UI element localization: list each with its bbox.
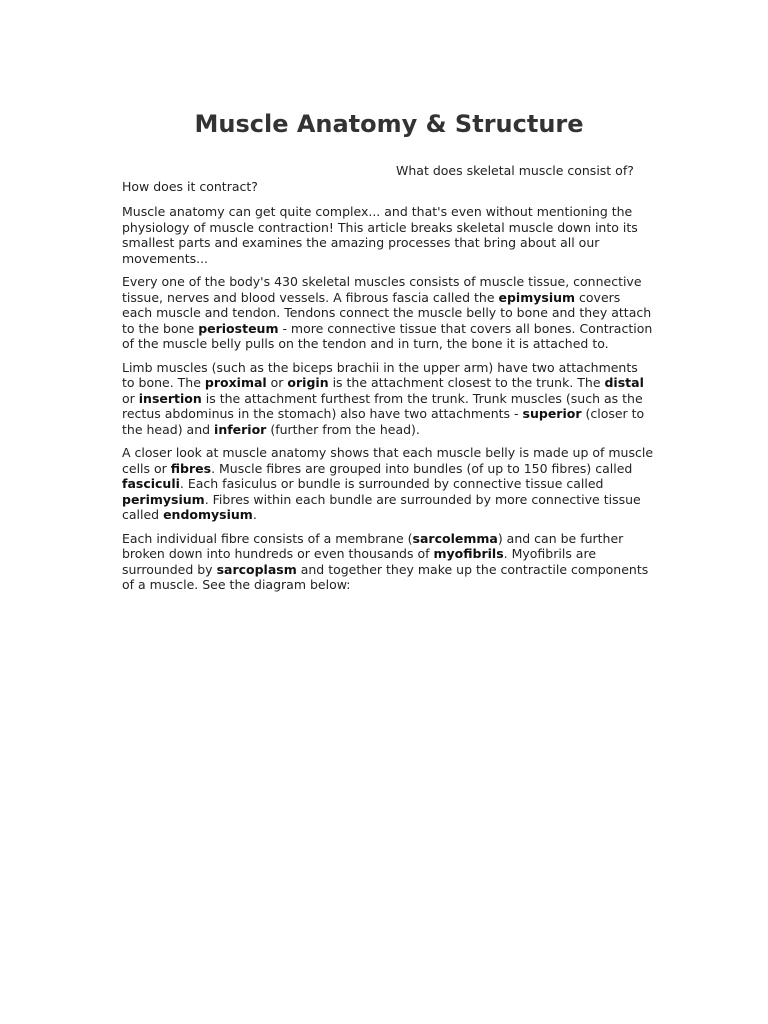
key-term: distal xyxy=(604,375,644,390)
subtitle-question: What does skeletal muscle consist of? xyxy=(396,163,634,178)
text-run: Each individual fibre consists of a membrane ( xyxy=(122,530,413,546)
paragraph-myofibrils xyxy=(122,531,654,593)
text-run: Limb muscles (such as the biceps brachii in the upper arm) have two attachments to bone. The xyxy=(122,359,638,390)
text-run: - more connective tissue that covers all bones. Contraction of the muscle belly pulls on the tendon and in turn, the bone it is attached to. xyxy=(122,320,653,351)
text-run: . Myofibrils are surrounded by xyxy=(122,546,597,577)
key-term: fasciculi xyxy=(122,476,180,491)
text-run: and together they make up the contractile components of a muscle. See the diagram below: xyxy=(122,561,649,592)
key-term: sarcolemma xyxy=(412,530,498,546)
text-run: . Muscle fibres are grouped into bundles (of up to 150 fibres) called xyxy=(211,460,633,476)
text-run: or xyxy=(122,390,139,406)
key-term: fibres xyxy=(170,460,212,476)
text-run: is the attachment closest to the trunk. The xyxy=(328,375,605,390)
paragraph-intro xyxy=(122,204,654,266)
article-body xyxy=(122,204,654,601)
key-term: periosteum xyxy=(198,320,279,336)
key-term: proximal xyxy=(204,375,267,390)
key-term: superior xyxy=(522,406,582,421)
text-run: Every one of the body's 430 skeletal muscles consists of muscle tissue, connective tissue, nerves and blood vessels. A fibrous fascia called the xyxy=(122,274,642,305)
key-term: inferior xyxy=(214,421,267,437)
paragraph-composition xyxy=(122,274,654,352)
key-term: perimysium xyxy=(122,491,205,507)
text-run: covers each muscle and tendon. Tendons connect the muscle belly to bone and they attach to the bone xyxy=(122,289,652,336)
page-title: Muscle Anatomy & Structure xyxy=(194,110,584,138)
key-term: epimysium xyxy=(498,289,576,305)
key-term: insertion xyxy=(138,390,202,406)
text-run: . Fibres within each bundle are surrounded by more connective tissue called xyxy=(122,491,641,522)
text-run: (closer to the head) and xyxy=(122,406,645,437)
text-run: or xyxy=(266,375,288,390)
paragraph-fibres xyxy=(122,445,654,523)
key-term: origin xyxy=(287,375,329,390)
subtitle-question: How does it contract? xyxy=(122,179,258,194)
text-run: (further from the head). xyxy=(266,421,420,437)
key-term: endomysium xyxy=(163,507,253,522)
text-run: . xyxy=(252,507,257,522)
key-term: myofibrils xyxy=(433,546,504,561)
subtitle-questions xyxy=(122,163,648,195)
text-run: is the attachment furthest from the trunk. Trunk muscles (such as the rectus abdominus in the stomach) also have two attachments - xyxy=(122,390,643,421)
text-run: A closer look at muscle anatomy shows that each muscle belly is made up of muscle cells or xyxy=(122,445,654,476)
paragraph-attachments xyxy=(122,360,654,438)
text-run: Muscle anatomy can get quite complex... and that's even without mentioning the physiology of muscle contraction! This article breaks skeletal muscle down into its smallest parts and examines the amazing processes that bring about all our movements... xyxy=(122,204,638,266)
text-run: ) and can be further broken down into hundreds or even thousands of xyxy=(122,530,624,561)
key-term: sarcoplasm xyxy=(216,561,297,577)
text-run: . Each fasiculus or bundle is surrounded by connective tissue called xyxy=(179,476,604,491)
